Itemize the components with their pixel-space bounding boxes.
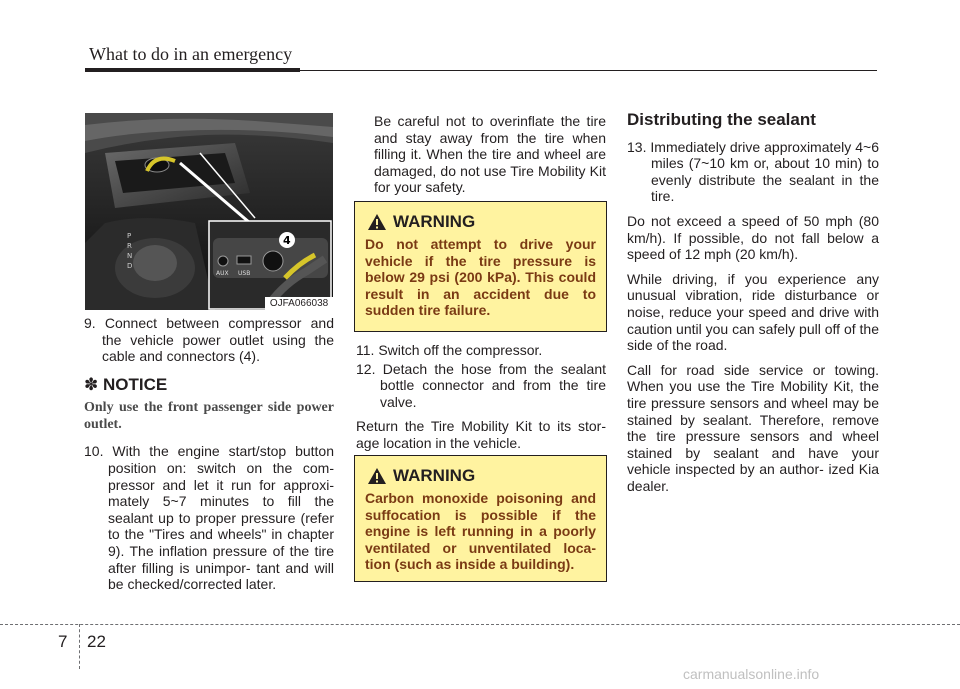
gear-letter-d: D	[127, 262, 133, 270]
gear-letter-n: N	[127, 252, 133, 260]
step-9-text: Connect between compressor and the vehicle power outlet using the cable and connectors (4).	[102, 315, 334, 365]
warning-triangle-icon	[367, 467, 387, 485]
vibration-paragraph: While driving, if you experience any unusual vibration, ride disturbance or noise, reduce your speed and drive with caution until you can safely pull off of the side of the road.	[627, 270, 879, 354]
column-3	[627, 112, 879, 502]
watermark: carmanualsonline.info	[683, 666, 820, 682]
step-10-text: With the engine start/stop button position on: switch on the com- pressor and let it run for approxi- mately 5~7 minutes to fill the sealant up to proper pressure (refer to the "Tires and wheels" in chapter 9). The inflation pressure of the tire after filling is unimpor- tant and will be checked/corrected later.	[108, 443, 334, 593]
console-photo	[85, 113, 333, 310]
step-12	[356, 361, 606, 411]
warning-title: WARNING	[393, 466, 476, 485]
warning-text: Do not attempt to drive your vehicle if the tire pressure is below 29 psi (200 kPa). This could result in an accident due to sudden tire failure.	[365, 236, 596, 318]
overinflate-caution: Be careful not to overinflate the tire and stay away from the tire when filling it. When the tire and wheel are damaged, do not use Tire Mobility Kit for your safety.	[374, 113, 606, 196]
gear-letter-p: P	[127, 232, 132, 240]
speed-paragraph: Do not exceed a speed of 50 mph (80 km/h). If possible, do not fall below a speed of 12 mph (20 km/h).	[627, 212, 879, 263]
warning-triangle-icon	[367, 213, 387, 231]
warning-title: WARNING	[393, 212, 476, 231]
aux-label: AUX	[216, 270, 229, 277]
return-kit-text: Return the Tire Mobility Kit to its stor- age location in the vehicle.	[356, 418, 606, 451]
service-paragraph: Call for road side service or towing. When you use the Tire Mobility Kit, the tire pressure sensors and wheel may be stained by sealant. Therefore, remove the tire pressure sensors and wheel stained by sealant and have your vehicle inspected by an author- ized Kia dealer.	[627, 361, 879, 494]
step-13-text: Immediately drive approximately 4~6 miles (7~10 km or, about 10 min) to evenly distribute the sealant in the tire.	[650, 138, 879, 205]
step-13	[627, 139, 879, 205]
section-title: Distributing the sealant	[627, 110, 816, 129]
step-9	[84, 315, 334, 365]
column-2-steps	[356, 342, 606, 460]
header-rule-thick	[85, 68, 300, 72]
warning-text: Carbon monoxide poisoning and suffocation is possible if the engine is left running in a poorly ventilated or unventilated loca- tion (such as inside a building).	[365, 490, 596, 572]
chapter-number: 7	[58, 632, 68, 651]
usb-label: USB	[238, 270, 251, 277]
header-title: What to do in an emergency	[89, 44, 293, 64]
console-illustration	[85, 113, 333, 310]
step-10-number: 10.	[84, 443, 104, 460]
step-12-number: 12.	[356, 360, 376, 377]
column-2	[356, 113, 606, 196]
step-12-text: Detach the hose from the sealant bottle connector and from the tire valve.	[380, 360, 607, 410]
page-number: 22	[87, 632, 106, 651]
step-11	[356, 342, 606, 359]
step-10	[84, 443, 334, 592]
column-1	[84, 315, 334, 601]
header-rule-thin	[300, 70, 877, 71]
figure-caption: OJFA066038	[265, 297, 333, 310]
notice-text: Only use the front passenger side power outlet.	[84, 400, 334, 433]
step-11-text: Switch off the compressor.	[378, 342, 543, 358]
step-9-number: 9.	[84, 315, 96, 331]
gear-letter-r: R	[127, 242, 132, 250]
footer-divider	[0, 624, 960, 625]
warning-box-tire-pressure	[354, 201, 607, 332]
notice-title: ✽ NOTICE	[84, 374, 168, 394]
callout-4: 4	[283, 234, 291, 247]
step-11-number: 11.	[356, 342, 375, 358]
step-13-number: 13.	[627, 138, 647, 155]
warning-box-carbon-monoxide	[354, 455, 607, 582]
footer-vertical-divider	[79, 624, 80, 669]
